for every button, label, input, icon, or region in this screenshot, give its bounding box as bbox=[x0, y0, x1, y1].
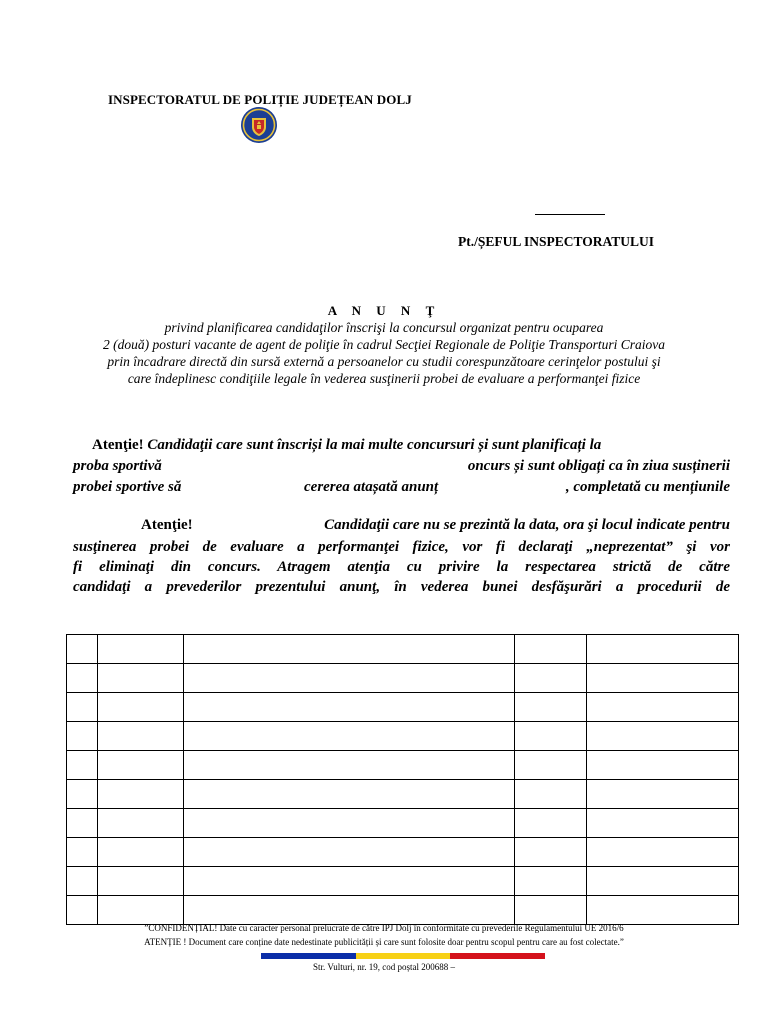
notice2-text: susţinerea probei de evaluare a performanţei fizice, vor fi declaraţi „neprezentat” şi vor bbox=[73, 539, 730, 555]
police-emblem-icon bbox=[240, 106, 278, 144]
table-cell bbox=[97, 635, 183, 664]
table-row bbox=[67, 664, 739, 693]
attention-notice: ATENȚIE ! Document care conține date nedestinate publicității și care sunt folosite doar pentru scopul pentru care au fost colectate.” bbox=[144, 937, 624, 947]
table-cell bbox=[67, 722, 98, 751]
table-row bbox=[67, 751, 739, 780]
table-row bbox=[67, 809, 739, 838]
table-cell bbox=[587, 838, 739, 867]
institution-name: INSPECTORATUL DE POLIȚIE JUDEȚEAN DOLJ bbox=[108, 92, 412, 107]
table-cell bbox=[515, 693, 587, 722]
table-cell bbox=[97, 896, 183, 925]
table-cell bbox=[183, 722, 515, 751]
table-cell bbox=[183, 780, 515, 809]
table-cell bbox=[97, 809, 183, 838]
table-cell bbox=[97, 722, 183, 751]
table-cell bbox=[587, 896, 739, 925]
table-row bbox=[67, 635, 739, 664]
table-row bbox=[67, 838, 739, 867]
table-cell bbox=[183, 635, 515, 664]
notice2-lead: Atenţie! bbox=[141, 517, 193, 533]
flag-stripe bbox=[261, 953, 545, 959]
notice1-text: cererea atașată anunț bbox=[304, 479, 439, 495]
confidential-notice: ”CONFIDENȚIAL! Date cu caracter personal prelucrate de către IPJ Dolj în conformitate cu prevederile Regulamentului UE 2016/6 bbox=[144, 923, 624, 933]
flag-red bbox=[450, 953, 545, 959]
table-row bbox=[67, 693, 739, 722]
table-cell bbox=[515, 838, 587, 867]
flag-yellow bbox=[356, 953, 451, 959]
table-row bbox=[67, 867, 739, 896]
notice1-text: , completată cu mențiunile bbox=[565, 479, 730, 495]
table-cell bbox=[587, 664, 739, 693]
table-cell bbox=[183, 838, 515, 867]
announcement-title: A N U N Ţ bbox=[327, 303, 441, 318]
announcement-subtitle-line: care îndeplinesc condiţiile legale în vederea susţinerii probei de evaluare a performanţei fizice bbox=[127, 371, 641, 386]
table-cell bbox=[515, 809, 587, 838]
notice1-text: probei sportive să bbox=[73, 479, 182, 495]
table-cell bbox=[67, 780, 98, 809]
table-row bbox=[67, 896, 739, 925]
table-cell bbox=[67, 664, 98, 693]
table-cell bbox=[67, 838, 98, 867]
notice1-lead: Atenţie! bbox=[92, 437, 144, 453]
table-cell bbox=[587, 809, 739, 838]
table-cell bbox=[97, 693, 183, 722]
table-cell bbox=[515, 664, 587, 693]
table-cell bbox=[183, 809, 515, 838]
table-row bbox=[67, 780, 739, 809]
table-cell bbox=[587, 693, 739, 722]
notice1-line bbox=[73, 458, 730, 475]
notice1-line bbox=[73, 437, 730, 454]
table-cell bbox=[97, 867, 183, 896]
notice2-text: Candidaţii care nu se prezintă la data, ora şi locul indicate pentru bbox=[324, 517, 730, 533]
table-cell bbox=[97, 751, 183, 780]
table-cell bbox=[515, 780, 587, 809]
table-cell bbox=[67, 896, 98, 925]
announcement-subtitle-line: 2 (două) posturi vacante de agent de poliţie în cadrul Secţiei Regionale de Poliţie Transporturi Craiova bbox=[102, 337, 666, 352]
notice1-text: oncurs și sunt obligați ca în ziua susținerii bbox=[467, 458, 730, 474]
table-cell bbox=[515, 635, 587, 664]
table-cell bbox=[183, 664, 515, 693]
notice1-text: Candidaţii care sunt înscriși la mai multe concursuri și sunt planificați la bbox=[147, 437, 602, 453]
table-cell bbox=[587, 722, 739, 751]
table-cell bbox=[97, 838, 183, 867]
table-cell bbox=[587, 867, 739, 896]
table-cell bbox=[67, 867, 98, 896]
table-cell bbox=[515, 867, 587, 896]
table-cell bbox=[67, 809, 98, 838]
table-cell bbox=[515, 722, 587, 751]
announcement-subtitle-line: privind planificarea candidaţilor înscrişi la concursul organizat pentru ocuparea bbox=[164, 320, 604, 335]
chief-signature-label: Pt./ȘEFUL INSPECTORATULUI bbox=[458, 234, 655, 249]
notice1-text: proba sportivă bbox=[73, 458, 162, 474]
signature-line bbox=[535, 214, 605, 215]
table-cell bbox=[97, 664, 183, 693]
flag-blue bbox=[261, 953, 356, 959]
table-cell bbox=[587, 780, 739, 809]
table-cell bbox=[183, 896, 515, 925]
notice2-text: fi eliminaţi din concurs. Atragem atenţia cu privire la respectarea strictă de către bbox=[73, 559, 730, 575]
table-cell bbox=[67, 751, 98, 780]
address-line: Str. Vulturi, nr. 19, cod poștal 200688 – bbox=[312, 962, 456, 972]
notice2-text: candidaţi a prevederilor prezentului anunţ, în vederea bunei desfăşurări a procedurii de bbox=[73, 579, 730, 595]
table-cell bbox=[183, 867, 515, 896]
table-cell bbox=[515, 896, 587, 925]
table-cell bbox=[183, 693, 515, 722]
announcement-subtitle-line: prin încadrare directă din sursă externă a persoanelor cu studii corespunzătoare cerinţelor postului şi bbox=[107, 354, 661, 369]
table-cell bbox=[515, 751, 587, 780]
table-cell bbox=[67, 635, 98, 664]
table-cell bbox=[587, 635, 739, 664]
table-cell bbox=[67, 693, 98, 722]
table-cell bbox=[183, 751, 515, 780]
table-cell bbox=[587, 751, 739, 780]
notice1-line bbox=[73, 479, 730, 496]
candidates-table bbox=[66, 634, 739, 925]
table-row bbox=[67, 722, 739, 751]
table-cell bbox=[97, 780, 183, 809]
